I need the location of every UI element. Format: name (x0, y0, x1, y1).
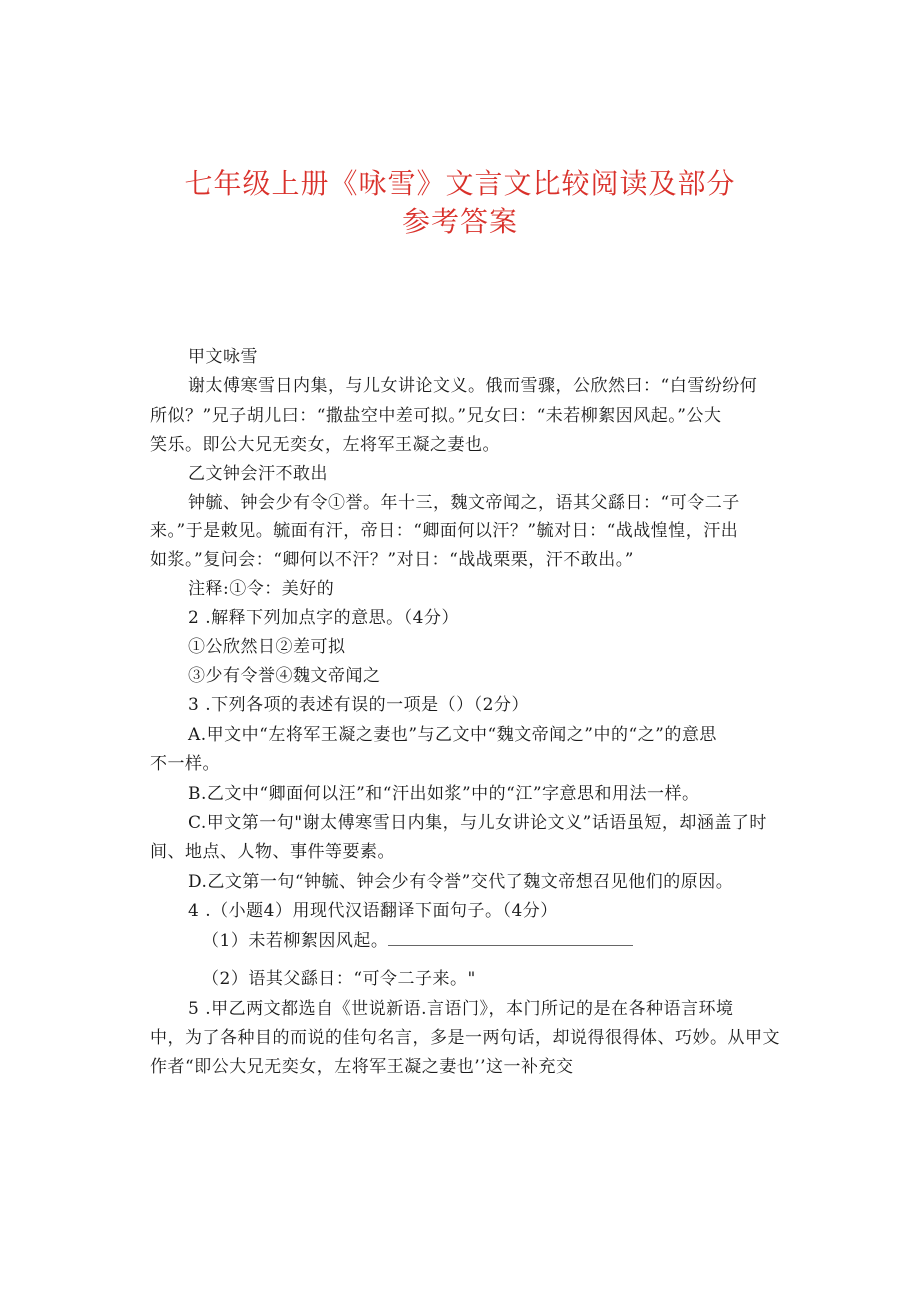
text-line: 笑乐。即公大兄无奕女，左将军王凝之妻也。 (150, 435, 500, 455)
text-line: D.乙文第一句“钟毓、钟会少有令誉”交代了魏文帝想召见他们的原因。 (188, 872, 734, 892)
text-line: 谢太傅寒雪日内集，与儿女讲论文义。俄而雪骤，公欣然曰：“白雪纷纷何 (188, 376, 758, 396)
text-line: 中，为了各种目的而说的佳句名言，多是一两句话，却说得很得体、巧妙。从甲文 (150, 1028, 780, 1048)
answer-blank (388, 931, 633, 946)
text-line: 来。”于是敕见。毓面有汗，帝日：“卿面何以汗？”毓对日：“战战惶惶，汗出 (150, 521, 739, 541)
text-line: 3 .下列各项的表述有误的一项是（）（2分） (188, 695, 529, 715)
text-line: 钟毓、钟会少有令①誉。年十三，魏文帝闻之，语其父繇日：“可令二子 (188, 493, 740, 513)
text-line: 如浆。”复问会：“卿何以不汗？”对日：“战战栗栗，汗不敢出。” (150, 550, 634, 570)
text-line: （2）语其父繇日：“可令二子来。" (202, 969, 476, 989)
text-line: 作者“即公大兄无奕女，左将军王凝之妻也’’这一补充交 (150, 1057, 574, 1077)
text-line: A.甲文中“左将军王凝之妻也”与乙文中“魏文帝闻之”中的“之”的意思 (188, 725, 717, 745)
text-line: 乙文钟会汗不敢出 (188, 464, 328, 484)
text-line: 5 .甲乙两文都选自《世说新语.言语门》，本门所记的是在各种语言环境 (188, 999, 734, 1019)
text-line: 不一样。 (150, 754, 220, 774)
text-line: 甲文咏雪 (188, 347, 258, 367)
text-line: 间、地点、人物、事件等要素。 (150, 842, 395, 862)
document-title-line-2: 参考答案 (401, 205, 518, 238)
text-line: 2 .解释下列加点字的意思。（4分） (188, 608, 459, 628)
text-line: C.甲文第一句"谢太傅寒雪日内集，与儿女讲论文义”话语虽短，却涵盖了时 (188, 813, 767, 833)
text-line: 注释:①令：美好的 (188, 579, 335, 599)
document-title-line-1: 七年级上册《咏雪》文言文比较阅读及部分 (184, 167, 736, 200)
text-line: ①公欣然日②差可拟 (188, 637, 346, 657)
text-line: 所似？”兄子胡儿曰：“撒盐空中差可拟。”兄女曰：“未若柳絮因风起。”公大 (150, 406, 722, 426)
question-sentence: （1）未若柳絮因风起。 (202, 931, 389, 951)
text-line: B.乙文中“卿面何以汪”和“汗出如浆”中的“江”字意思和用法一样。 (188, 784, 700, 804)
text-line: 4 .（小题4）用现代汉语翻译下面句子。（4分） (188, 901, 558, 921)
text-line (202, 930, 633, 952)
text-line: ③少有令誉④魏文帝闻之 (188, 666, 381, 686)
